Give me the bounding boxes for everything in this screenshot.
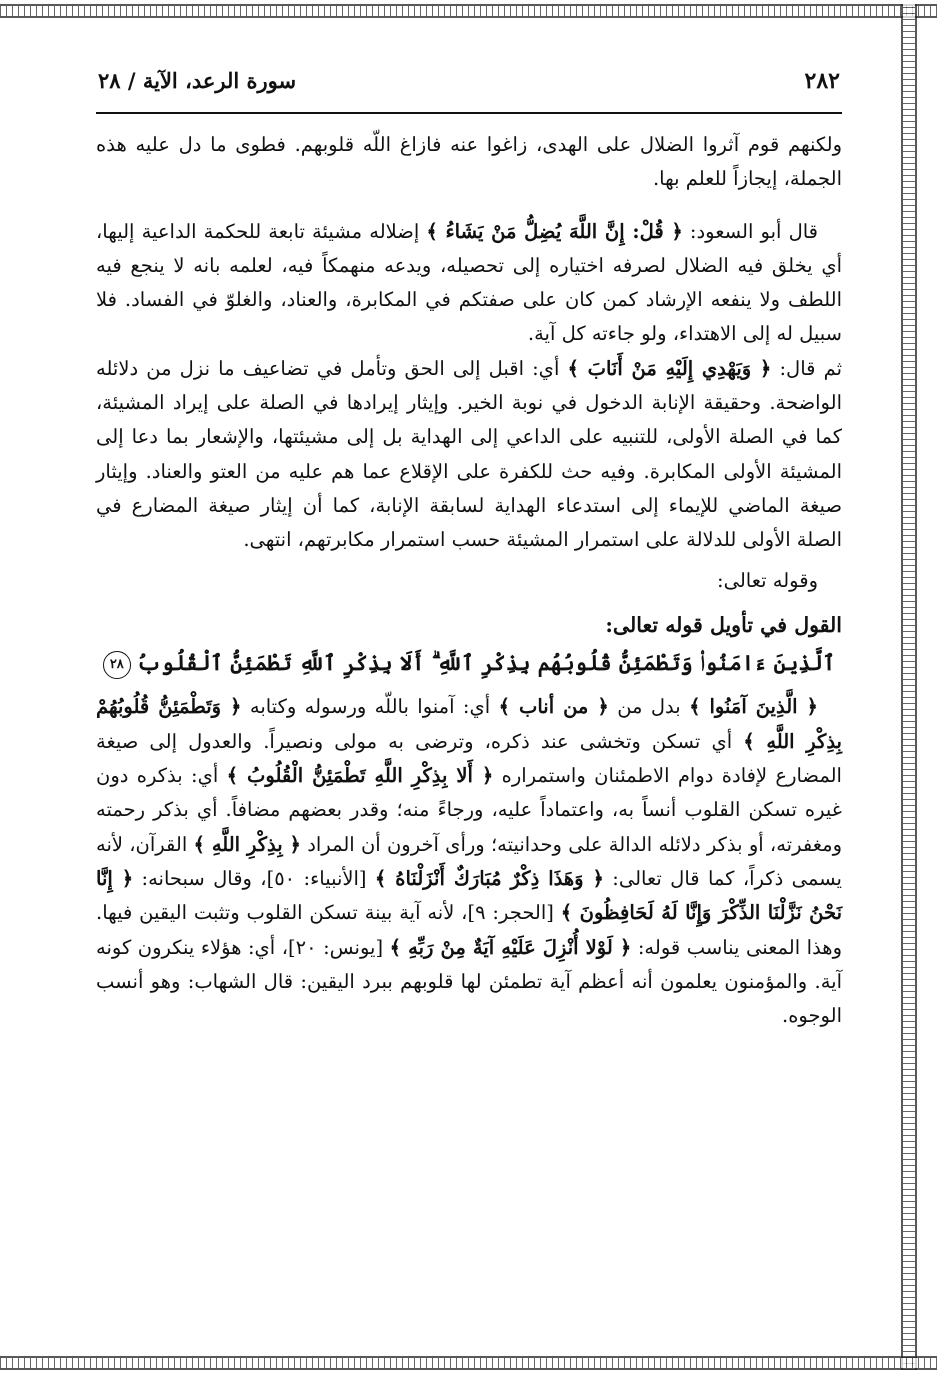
page-body — [96, 128, 842, 1033]
right-ornamental-border — [901, 4, 917, 1370]
bottom-ornamental-border — [0, 1356, 937, 1370]
verse-text: ٱلَّذِينَ ءَامَنُوا۟ وَتَطْمَئِنُّ قُلُوبُهُم بِذِكْرِ ٱللَّهِ ۗ أَلَا بِذِكْرِ ٱللَّهِ تَطْمَئِنُّ ٱلْقُلُوبُ — [136, 650, 836, 676]
book-page — [96, 62, 842, 1033]
paragraph-thumma-qal: ثم قال: ﴿ وَيَهْدِي إِلَيْهِ مَنْ أَنَابَ ﴾ أي: اقبل إلى الحق وتأمل في تضاعيف ما نزل من دلائله الواضحة. وحقيقة الإنابة الدخول في نوبة الخير. وإيثار إيرادها في الصلة على إيراد المشيئة، كما في الصلة الأولى، للتنبيه على الداعي إلى الهداية بل إلى مشيئتها، والإشعار بما دعا إلى المشيئة الأولى المكابرة. وفيه حث للكفرة على الإقلاع عما هم عليه من العتو والعناد. وإيثار صيغة الماضي للإيماء إلى استدعاء الهداية لسابقة الإنابة، كما أن إيثار صيغة المضارع في الصلة الأولى للدلالة على استمرار المشيئة حسب استمرار مكابرتهم، انتهى. — [96, 356, 843, 552]
quran-quote: ﴿ قُلْ: إِنَّ اللَّهَ يُضِلُّ مَنْ يَشَاءُ ﴾ — [426, 219, 683, 243]
quran-quote: ﴿ وَيَهْدِي إِلَيْهِ مَنْ أَنَابَ ﴾ — [567, 356, 772, 380]
paragraph-tafsir: ﴿ الَّذِينَ آمَنُوا ﴾ بدل من ﴿ من أناب ﴾ أي: آمنوا باللّه ورسوله وكتابه ﴿ وَتَطْمَئِنُّ قُلُوبُهُمْ بِذِكْرِ اللَّهِ ﴾ أي تسكن وتخشى عند ذكره، وترضى به مولى ونصيراً. والعدول إلى صيغة المضارع لإفادة دوام الاطمئنان واستمراره ﴿ أَلا بِذِكْرِ اللَّهِ تَطْمَئِنُّ الْقُلُوبُ ﴾ أي: بذكره دون غيره تسكن القلوب أنساً به، واعتماداً عليه، ورجاءً منه؛ وقدر بعضهم مضافاً. أي بذكر رحمته ومغفرته، أو بذكر دلائله الدالة على وحدانيته؛ ورأى آخرون أن المراد ﴿ بِذِكْرِ اللَّهِ ﴾ القرآن، لأنه يسمى ذكراً، كما قال تعالى: ﴿ وَهَذَا ذِكْرٌ مُبَارَكٌ أَنْزَلْنَاهُ ﴾ [الأنبياء: ٥٠]، وقال سبحانه: ﴿ إِنَّا نَحْنُ نَزَّلْنَا الذِّكْرَ وَإِنَّا لَهُ لَحَافِظُونَ ﴾ [الحجر: ٩]، لأنه آية بينة تسكن القلوب وتثبت اليقين فيها. وهذا المعنى يناسب قوله: ﴿ لَوْلا أُنْزِلَ عَلَيْهِ آيَةٌ مِنْ رَبِّهِ ﴾ [يونس: ٢٠]، أي: هؤلاء ينكرون كونه آية. والمؤمنون يعلمون أنه أعظم آية تطمئن لها قلوبهم ببرد اليقين: قال الشهاب: وهو أنسب الوجوه. — [96, 695, 843, 1028]
paragraph-abu-saud: قال أبو السعود: ﴿ قُلْ: إِنَّ اللَّهَ يُضِلُّ مَنْ يَشَاءُ ﴾ إضلاله مشيئة تابعة للحكمة الداعية إليها، أي يخلق فيه الضلال لصرفه اختياره إلى تحصيله، ويدعه منهمكاً فيه، لعلمه بانه لا ينجع فيه اللطف ولا ينفعه الإرشاد كمن كان على صفتكم في المكابرة، والعناد، والغلوّ في الفساد. فلا سبيل له إلى الاهتداء، ولو جاءته كل آية. — [96, 219, 842, 346]
quran-verse — [96, 646, 842, 680]
paragraph-qawluhu: وقوله تعالى: — [717, 568, 818, 592]
page-header — [96, 62, 842, 114]
top-ornamental-border — [0, 4, 937, 18]
page-number: ٢٨٢ — [804, 68, 840, 94]
section-heading: القول في تأويل قوله تعالى: — [605, 612, 842, 637]
verse-number-badge: ٢٨ — [103, 651, 131, 679]
paragraph-gap — [96, 197, 842, 215]
paragraph-1: ولكنهم قوم آثروا الضلال على الهدى، زاغوا عنه فازاغ اللّه قلوبهم. فطوى ما دل عليه هذه الجملة، إيجازاً للعلم بها. — [96, 133, 842, 191]
surah-title: سورة الرعد، الآية / ٢٨ — [98, 68, 297, 93]
